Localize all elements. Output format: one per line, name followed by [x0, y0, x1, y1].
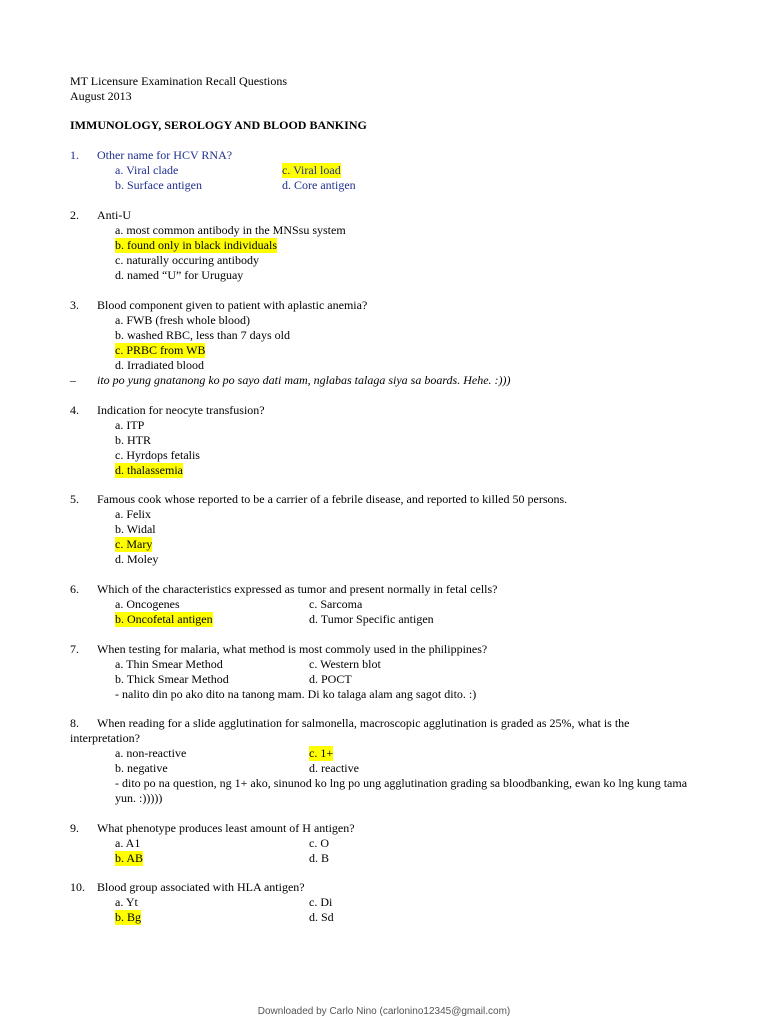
question-text: Famous cook whose reported to be a carrier of a febrile disease, and reported to killed 50 persons. — [97, 492, 568, 506]
option-d: d. Tumor Specific antigen — [309, 612, 434, 626]
section-title: IMMUNOLOGY, SEROLOGY AND BLOOD BANKING — [70, 118, 367, 132]
question-text-content: When reading for a slide agglutination for salmonella, macroscopic agglutination is graded as 25%, what is the interpretation? — [70, 716, 630, 745]
option-b: b. Thick Smear Method — [115, 672, 229, 686]
option-c: c. O — [309, 836, 329, 850]
option-a: a. Viral clade — [115, 163, 179, 177]
question-number: 5. — [70, 492, 79, 506]
option-b-answer: b. Oncofetal antigen — [115, 612, 213, 626]
option-a: a. A1 — [115, 836, 141, 850]
option-d: d. Irradiated blood — [115, 358, 204, 372]
question-text: Anti-U — [97, 208, 131, 222]
question-number: 6. — [70, 582, 79, 596]
header-line-2: August 2013 — [70, 89, 132, 103]
option-d: d. Moley — [115, 552, 159, 566]
option-b: b. Widal — [115, 522, 156, 536]
option-c-answer: c. 1+ — [309, 746, 334, 760]
option-d: d. B — [309, 851, 330, 865]
option-b-answer: b. found only in black individuals — [115, 238, 277, 252]
question-number: 10. — [70, 880, 85, 894]
option-c-answer: c. Viral load — [282, 163, 341, 177]
question-text: Which of the characteristics expressed as tumor and present normally in fetal cells? — [97, 582, 498, 596]
question-text: When testing for malaria, what method is most commoly used in the philippines? — [97, 642, 488, 656]
option-b-answer: b. Bg — [115, 910, 142, 924]
option-a: a. Yt — [115, 895, 138, 909]
option-d: d. reactive — [309, 761, 359, 775]
note-text: - nalito din po ako dito na tanong mam. Di ko talaga alam ang sagot dito. :) — [115, 687, 477, 701]
question-text: Other name for HCV RNA? — [97, 148, 233, 162]
question-number: 8. — [70, 716, 79, 730]
option-d: d. Sd — [309, 910, 334, 924]
download-footer: Downloaded by Carlo Nino (carlonino12345@gmail.com) — [257, 1006, 511, 1017]
question-text: What phenotype produces least amount of H antigen? — [97, 821, 355, 835]
option-b: b. HTR — [115, 433, 151, 447]
option-d: d. POCT — [309, 672, 352, 686]
note-text: ito po yung gnatanong ko po sayo dati mam, nglabas talaga siya sa boards. Hehe. :))) — [97, 373, 511, 387]
question-number: 1. — [70, 148, 79, 162]
question-text: Blood group associated with HLA antigen? — [97, 880, 305, 894]
option-a: a. non-reactive — [115, 746, 187, 760]
option-c: c. Di — [309, 895, 333, 909]
option-a: a. Thin Smear Method — [115, 657, 223, 671]
option-d: d. named “U” for Uruguay — [115, 268, 244, 282]
option-a: a. ITP — [115, 418, 145, 432]
question-number: 7. — [70, 642, 79, 656]
note-bullet: – — [70, 373, 76, 387]
option-b: b. Surface antigen — [115, 178, 202, 192]
option-b: b. negative — [115, 761, 168, 775]
option-c: c. Western blot — [309, 657, 381, 671]
option-a: a. Oncogenes — [115, 597, 180, 611]
question-text — [70, 716, 690, 746]
option-c: c. Hyrdops fetalis — [115, 448, 200, 462]
header-line-1: MT Licensure Examination Recall Questions — [70, 74, 288, 88]
question-text: Indication for neocyte transfusion? — [97, 403, 265, 417]
option-d: d. Core antigen — [282, 178, 356, 192]
note-text: - dito po na question, ng 1+ ako, sinunod ko lng po ung agglutination grading sa bloodbanking, ewan ko lng kung tama yun. :))))) — [115, 776, 688, 805]
option-d-answer: d. thalassemia — [115, 463, 183, 477]
option-c-answer: c. Mary — [115, 537, 153, 551]
option-c: c. Sarcoma — [309, 597, 363, 611]
option-b: b. washed RBC, less than 7 days old — [115, 328, 290, 342]
option-a: a. most common antibody in the MNSsu system — [115, 223, 346, 237]
question-number: 3. — [70, 298, 79, 312]
question-number: 9. — [70, 821, 79, 835]
question-number: 2. — [70, 208, 79, 222]
option-a: a. FWB (fresh whole blood) — [115, 313, 250, 327]
option-a: a. Felix — [115, 507, 151, 521]
question-text: Blood component given to patient with aplastic anemia? — [97, 298, 368, 312]
option-b-answer: b. AB — [115, 851, 144, 865]
option-c: c. naturally occuring antibody — [115, 253, 259, 267]
question-number: 4. — [70, 403, 79, 417]
option-c-answer: c. PRBC from WB — [115, 343, 206, 357]
